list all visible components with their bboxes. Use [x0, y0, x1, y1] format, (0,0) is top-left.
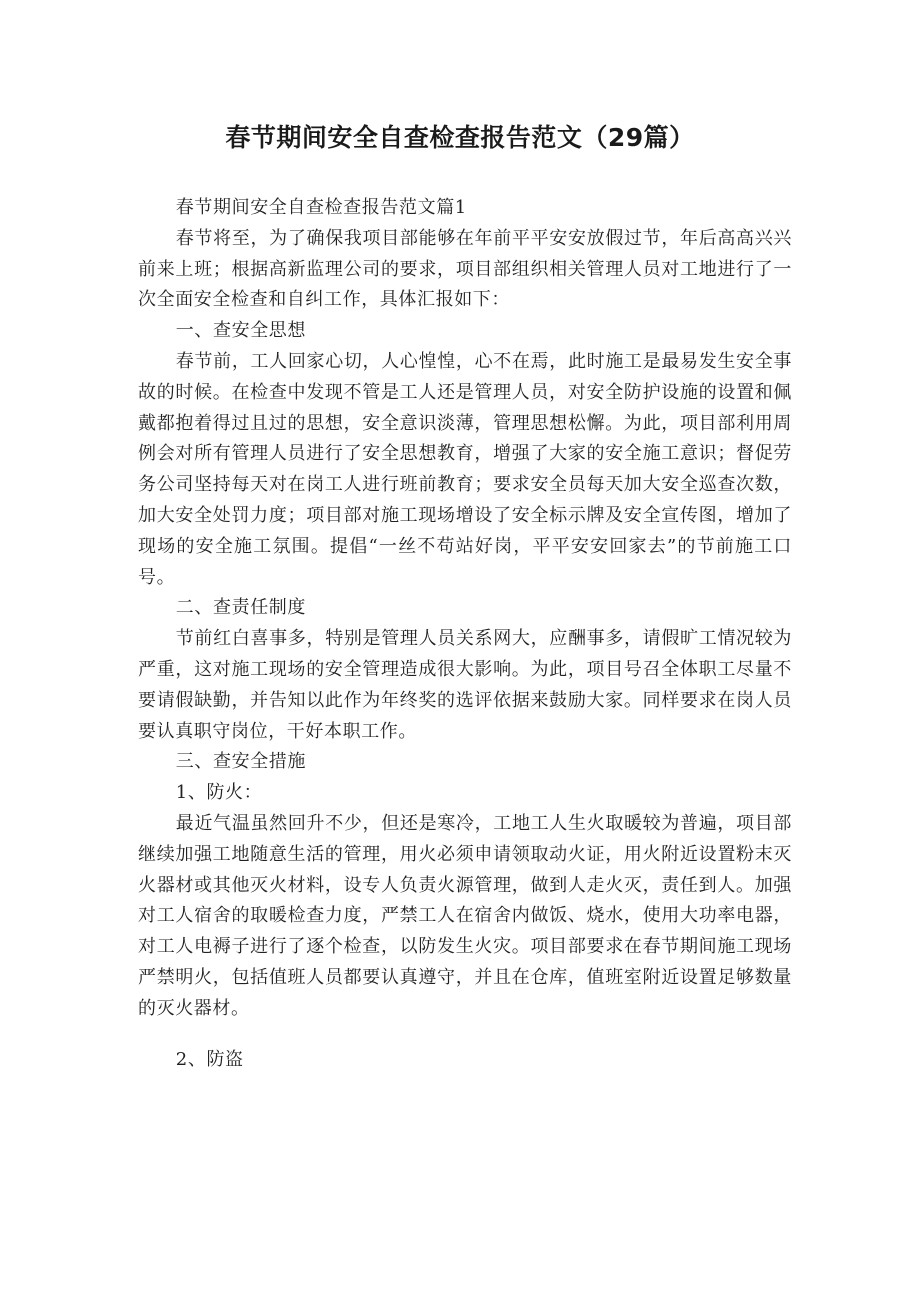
section-heading: 二、查责任制度: [175, 597, 306, 619]
subsection-heading: 2、防盗: [175, 1048, 244, 1070]
subsection-heading: 1、防火：: [175, 782, 263, 804]
section-heading: 春节期间安全自查检查报告范文篇1: [175, 197, 467, 218]
body-paragraph: 节前红白喜事多，特别是管理人员关系网大，应酬事多，请假旷工情况较为严重，这对施工现场的安全管理造成很大影响。为此，项目号召全体职工尽量不要请假缺勤，并告知以此作为年终奖的选评依据来鼓励大家。同样要求在岗人员要认真职守岗位，干好本职工作。: [138, 628, 792, 742]
body-paragraph: 春节将至，为了确保我项目部能够在年前平平安安放假过节，年后高高兴兴前来上班；根据高新监理公司的要求，项目部组织相关管理人员对工地进行了一次全面安全检查和自纠工作，具体汇报如下：: [138, 227, 792, 311]
body-paragraph: 最近气温虽然回升不少，但还是寒冷，工地工人生火取暖较为普遍，项目部继续加强工地随意生活的管理，用火必须申请领取动火证，用火附近设置粉末灭火器材或其他灭火材料，设专人负责火源管理，做到人走火灭，责任到人。加强对工人宿舍的取暖检查力度，严禁工人在宿舍内做饭、烧水，使用大功率电器，对工人电褥子进行了逐个检查，以防发生火灾。项目部要求在春节期间施工现场严禁明火，包括值班人员都要认真遵守，并且在仓库，值班室附近设置足够数量的灭火器材。: [138, 812, 792, 1019]
body-paragraph: 春节前，工人回家心切，人心惶惶，心不在焉，此时施工是最易发生安全事故的时候。在检查中发现不管是工人还是管理人员，对安全防护设施的设置和佩戴都抱着得过且过的思想，安全意识淡薄，管理思想松懈。为此，项目部利用周例会对所有管理人员进行了安全思想教育，增强了大家的安全施工意识；督促劳务公司坚持每天对在岗工人进行班前教育；要求安全员每天加大安全巡查次数，加大安全处罚力度；项目部对施工现场增设了安全标示牌及安全宣传图，增加了现场的安全施工氛围。提倡“一丝不苟站好岗，平平安安回家去”的节前施工口号。: [138, 350, 792, 588]
section-heading: 三、查安全措施: [175, 751, 306, 773]
document-title: 春节期间安全自查检查报告范文（29篇）: [225, 123, 695, 152]
section-heading: 一、查安全思想: [175, 320, 306, 342]
document-body: [138, 193, 792, 1075]
